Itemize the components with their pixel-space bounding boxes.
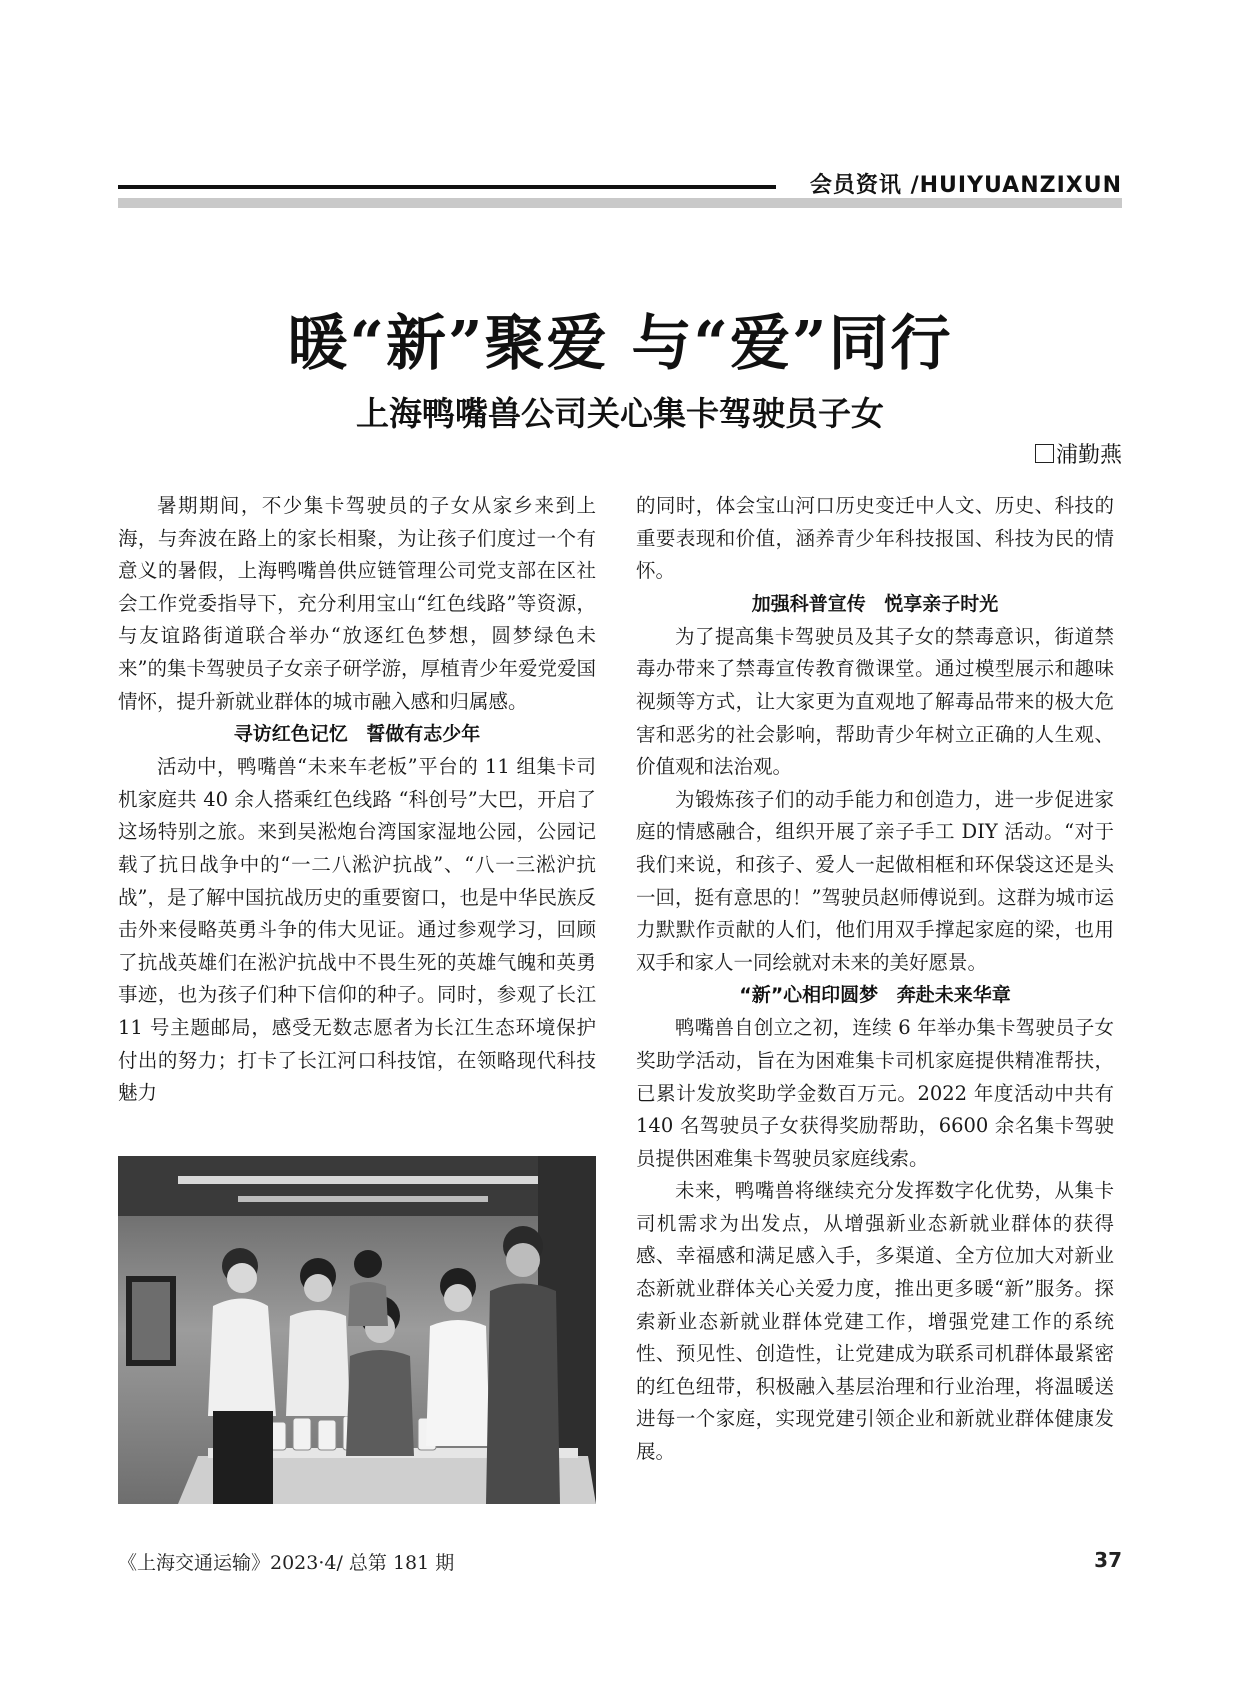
section-1-paragraph: 活动中，鸭嘴兽“未来车老板”平台的 11 组集卡司机家庭共 40 余人搭乘红色线路 “科创号”大巴，开启了这场特别之旅。来到吴淞炮台湾国家湿地公园，公园记载了抗日战争中的“一二八淞沪抗战”、“八一三淞沪抗战”，是了解中国抗战历史的重要窗口，也是中华民族反击外来侵略英勇斗争的伟大见证。通过参观学习，回顾了抗战英雄们在淞沪抗战中不畏生死的英雄气魄和英勇事迹，也为孩子们种下信仰的种子。同时，参观了长江 11 号主题邮局，感受无数志愿者为长江生态环境保护付出的努力；打卡了长江河口科技馆，在领略现代科技魅力: [118, 755, 596, 1105]
article-title: 暖“新”聚爱 与“爱”同行: [287, 309, 953, 379]
header-gray-band: [118, 198, 1122, 208]
section-heading-2: 加强科普宣传 悦享亲子时光: [751, 592, 999, 615]
section-heading-1: 寻访红色记忆 誓做有志少年: [233, 723, 481, 746]
left-column: [118, 490, 596, 1110]
section-1-continuation: 的同时，体会宝山河口历史变迁中人文、历史、科技的重要表现和价值，涵养青少年科技报国、科技为民的情怀。: [636, 494, 1114, 583]
author-byline: [1035, 438, 1122, 469]
byline-box-icon: [1035, 444, 1054, 463]
event-photo: [118, 1156, 596, 1504]
header-rule: [118, 185, 776, 189]
section-3-paragraph-1: 鸭嘴兽自创立之初，连续 6 年举办集卡驾驶员子女奖助学活动，旨在为困难集卡司机家庭提供精准帮扶，已累计发放奖助学金数百万元。2022 年度活动中共有 140 名驾驶员子女获得奖励帮助，6600 余名集卡驾驶员提供困难集卡驾驶员家庭线索。: [636, 1016, 1114, 1170]
article-subtitle: 上海鸭嘴兽公司关心集卡驾驶员子女: [356, 394, 884, 433]
right-column: [636, 490, 1114, 1469]
section-3-paragraph-2: 未来，鸭嘴兽将继续充分发挥数字化优势，从集卡司机需求为出发点，从增强新业态新就业群体的获得感、幸福感和满足感入手，多渠道、全方位加大对新业态新就业群体关心关爱力度，推出更多暖“新”服务。探索新业态新就业群体党建工作，增强党建工作的系统性、预见性、创造性，让党建成为联系司机群体最紧密的红色纽带，积极融入基层治理和行业治理，将温暖送进每一个家庭，实现党建引领企业和新就业群体健康发展。: [636, 1179, 1114, 1464]
intro-paragraph: 暑期期间，不少集卡驾驶员的子女从家乡来到上海，与奔波在路上的家长相聚，为让孩子们度过一个有意义的暑假，上海鸭嘴兽供应链管理公司党支部在区社会工作党委指导下，充分利用宝山“红色线路”等资源，与友谊路街道联合举办“放逐红色梦想，圆梦绿色未来”的集卡驾驶员子女亲子研学游，厚植青少年爱党爱国情怀，提升新就业群体的城市融入感和归属感。: [118, 494, 596, 713]
section-2-paragraph-1: 为了提高集卡驾驶员及其子女的禁毒意识，街道禁毒办带来了禁毒宣传教育微课堂。通过模型展示和趣味视频等方式，让大家更为直观地了解毒品带来的极大危害和恶劣的社会影响，帮助青少年树立正确的人生观、价值观和法治观。: [636, 624, 1114, 779]
section-header: [118, 162, 1122, 212]
journal-footer: 《上海交通运输》2023·4/ 总第 181 期: [118, 1552, 455, 1574]
section-heading-3: “新”心相印圆梦 奔赴未来华章: [739, 984, 1011, 1007]
photo-illustration: [118, 1156, 596, 1504]
page-number: 37: [1094, 1548, 1122, 1572]
section-2-paragraph-2: 为锻炼孩子们的动手能力和创造力，进一步促进家庭的情感融合，组织开展了亲子手工 DIY 活动。“对于我们来说，和孩子、爱人一起做相框和环保袋这还是头一回，挺有意思的！”驾驶员赵师傅说到。这群为城市运力默默作贡献的人们，他们用双手撑起家庭的梁，也用双手和家人一同绘就对未来的美好愿景。: [636, 787, 1114, 974]
section-title: 会员资讯 /HUIYUANZIXUN: [809, 173, 1122, 198]
author-name: 浦勤燕: [1055, 443, 1122, 468]
